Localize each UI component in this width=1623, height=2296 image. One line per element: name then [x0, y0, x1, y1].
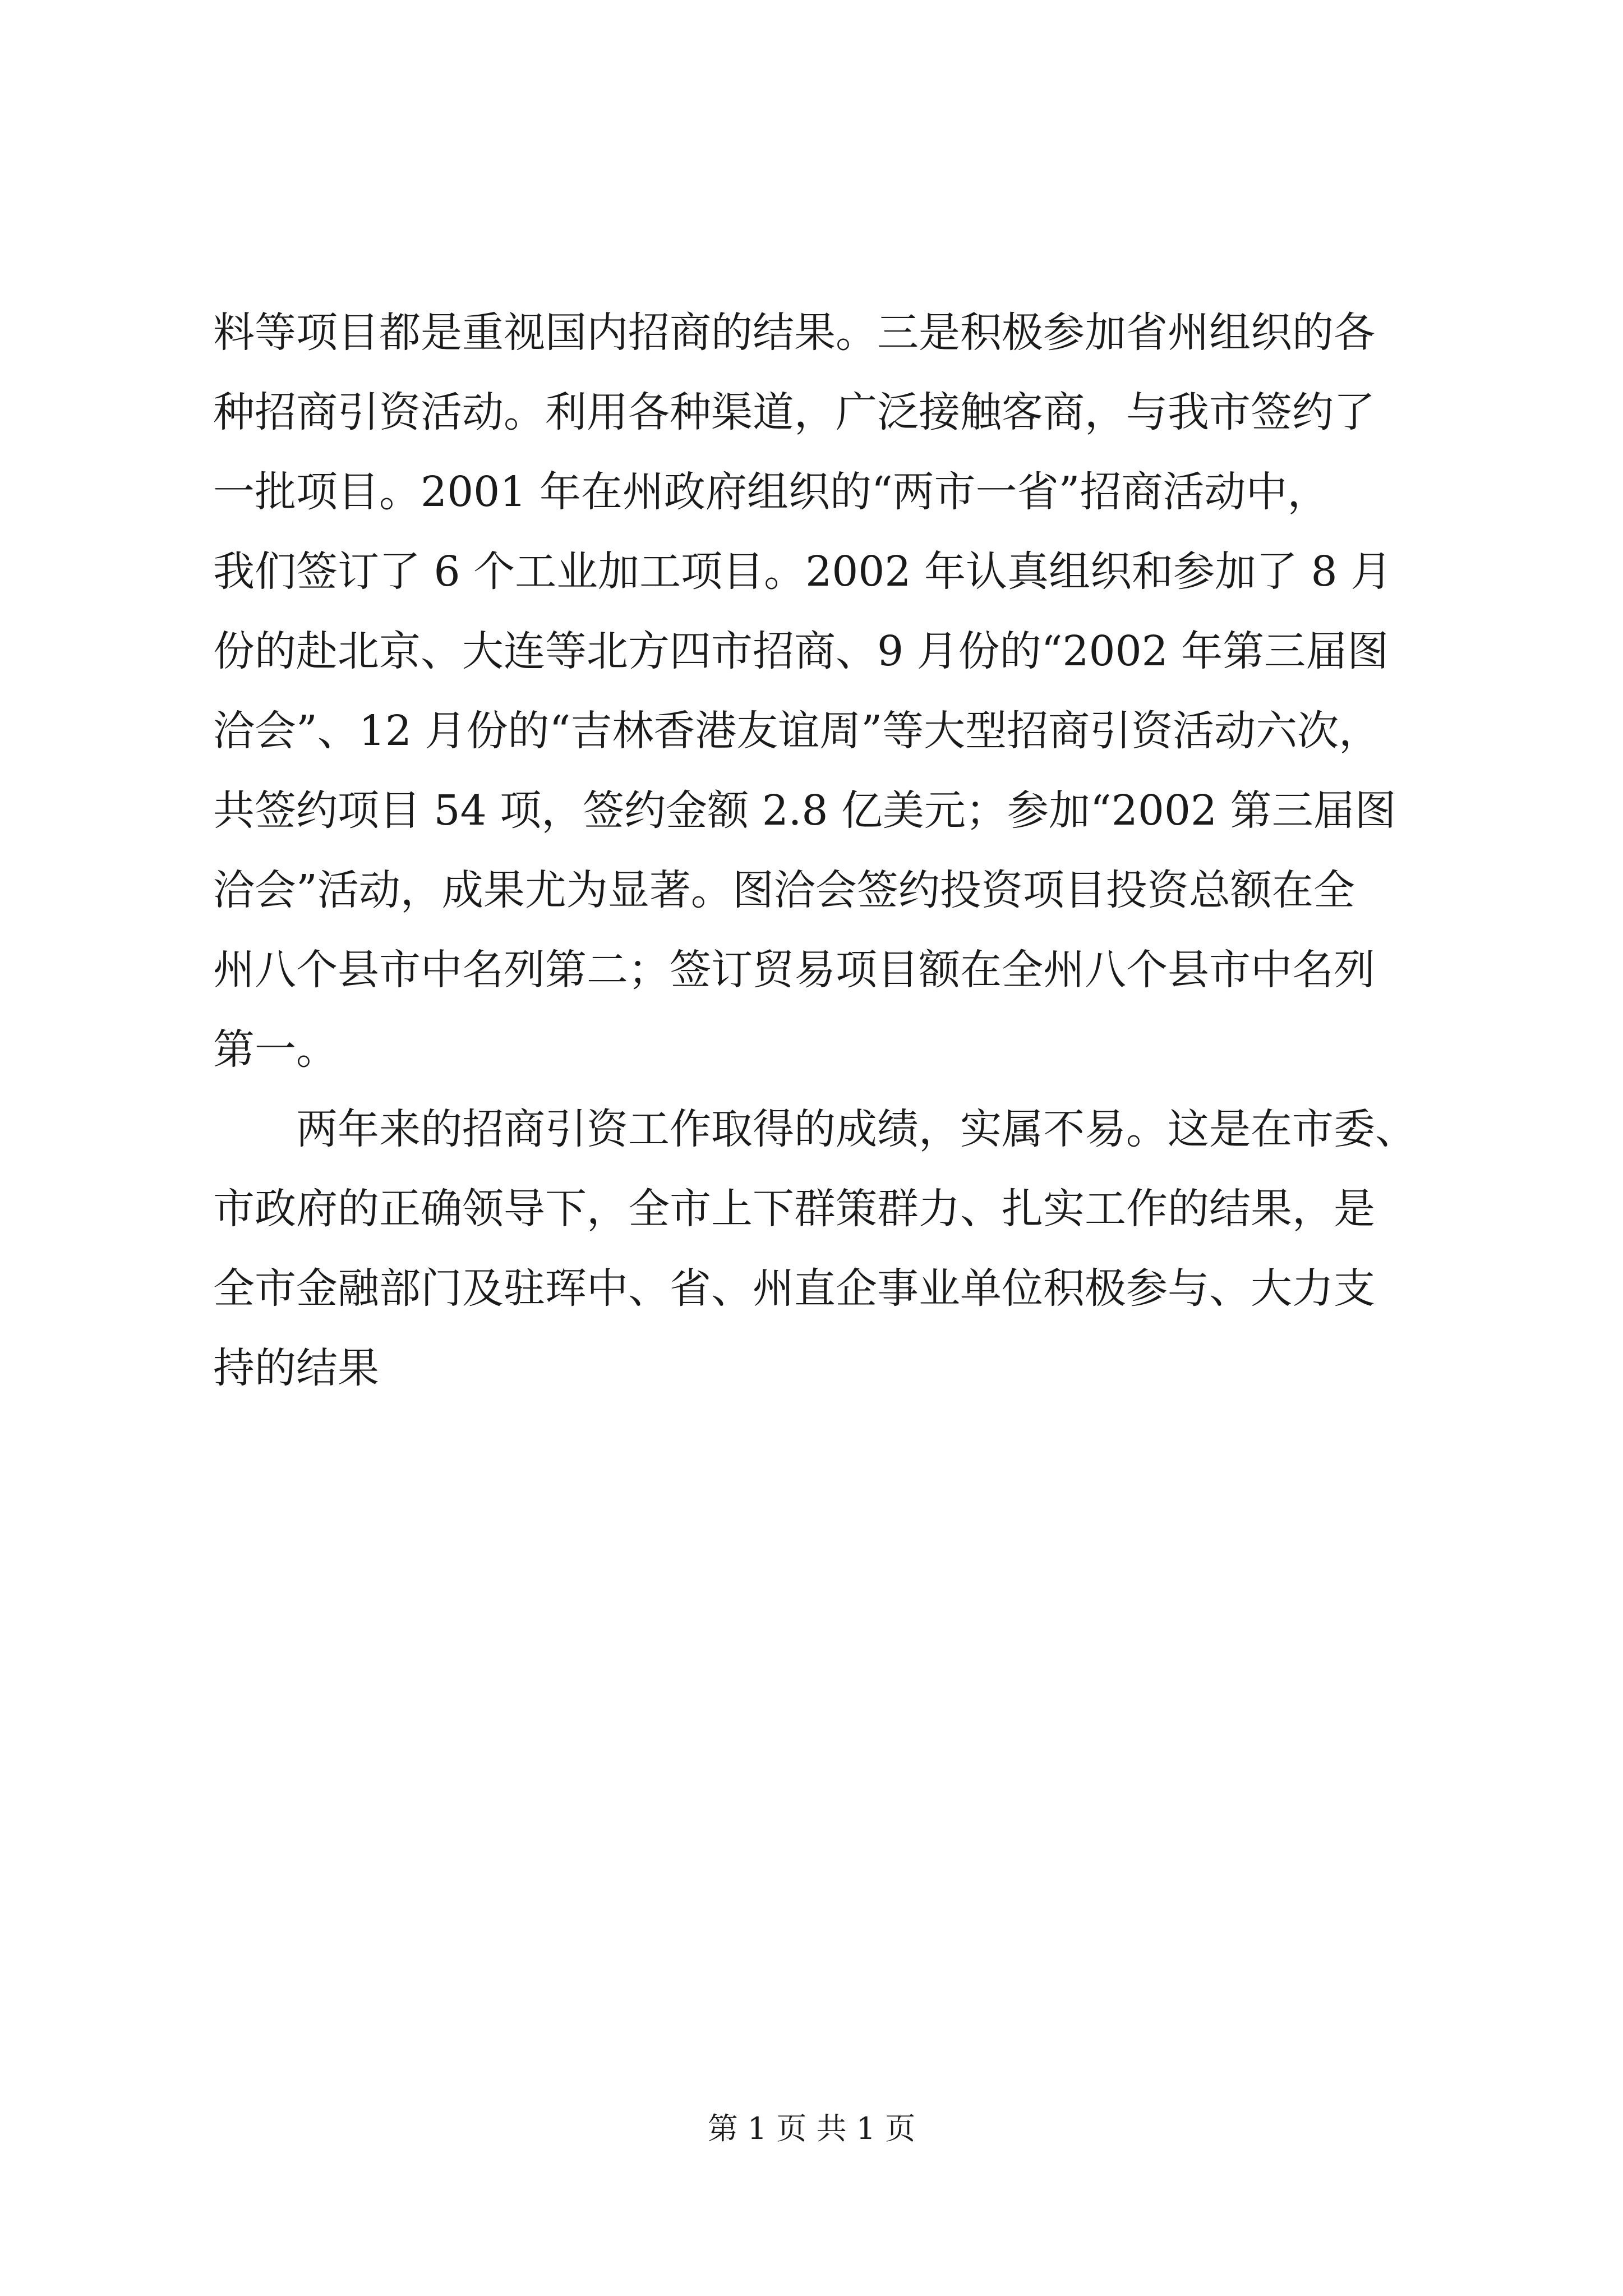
text-line: 一批项目。2001 年在州政府组织的“两市一省”招商活动中，: [213, 468, 1329, 516]
text-line: 持的结果: [213, 1344, 379, 1392]
text-line: 种招商引资活动。利用各种渠道，广泛接触客商，与我市签约了: [213, 388, 1375, 436]
text-line: 我们签订了 6 个工业加工项目。2002 年认真组织和参加了 8 月: [213, 547, 1393, 596]
text-line: 市政府的正确领导下，全市上下群策群力、扎实工作的结果，是: [213, 1185, 1375, 1233]
text-line: 两年来的招商引资工作取得的成绩，实属不易。这是在市委、: [296, 1105, 1417, 1153]
text-line: 州八个县市中名列第二；签订贸易项目额在全州八个县市中名列: [213, 946, 1375, 994]
text-line: 共签约项目 54 项，签约金额 2.8 亿美元；参加“2002 第三届图: [213, 786, 1396, 835]
text-line: 全市金融部门及驻珲中、省、州直企事业单位积极参与、大力支: [213, 1264, 1375, 1313]
page-footer: 第 1 页 共 1 页: [707, 2111, 916, 2146]
text-line: 第一。: [213, 1025, 338, 1074]
text-line: 洽会”、12 月份的“吉林香港友谊周”等大型招商引资活动六次，: [213, 707, 1381, 755]
text-line: 份的赴北京、大连等北方四市招商、9 月份的“2002 年第三届图: [213, 627, 1389, 675]
text-line: 洽会”活动，成果尤为显著。图洽会签约投资项目投资总额在全: [213, 866, 1355, 914]
text-line: 料等项目都是重视国内招商的结果。三是积极参加省州组织的各: [213, 309, 1375, 357]
